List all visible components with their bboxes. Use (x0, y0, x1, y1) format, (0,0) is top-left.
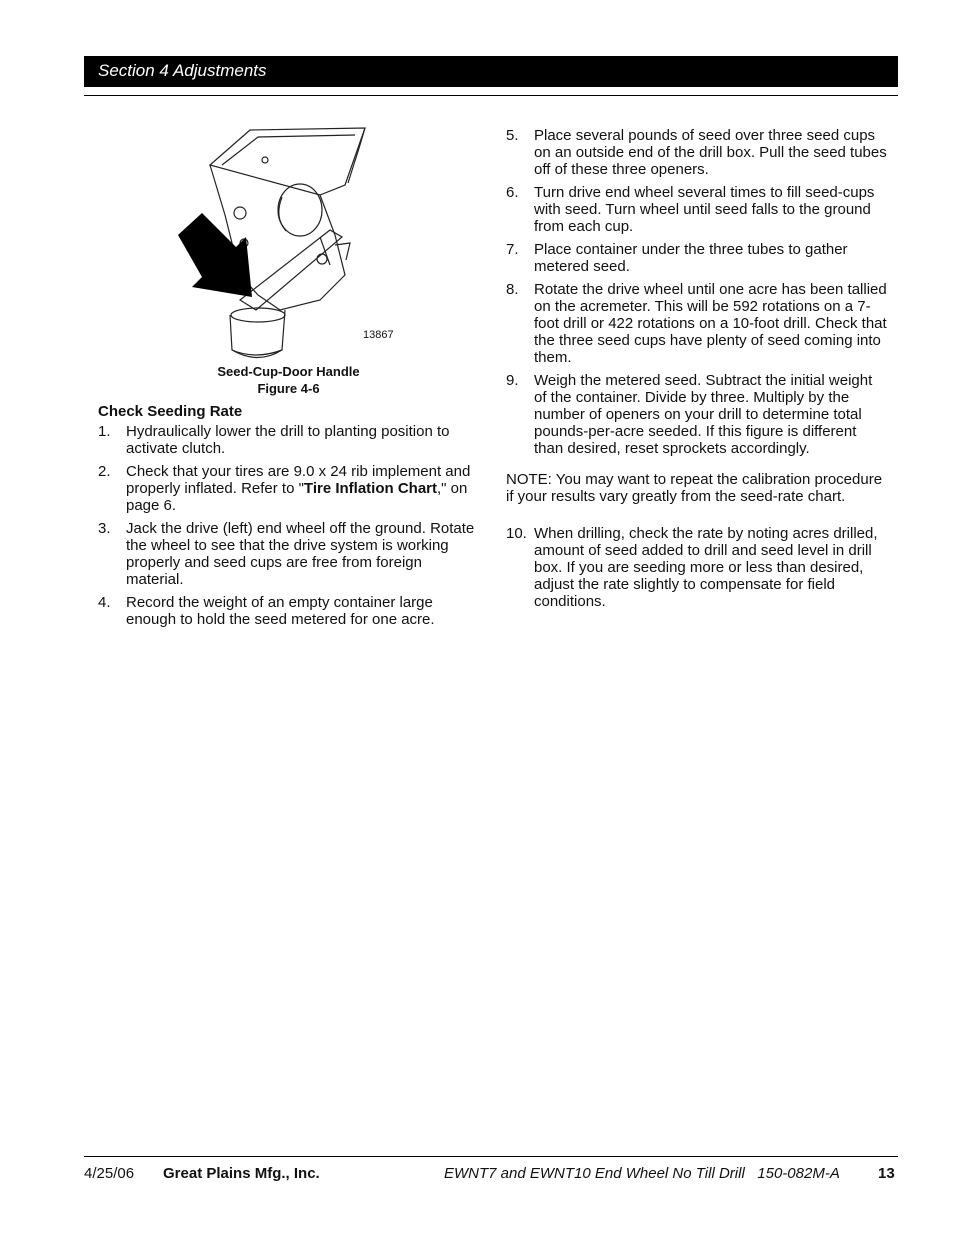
note-paragraph: NOTE: You may want to repeat the calibration procedure if your results vary greatly from the seed-rate chart. (506, 471, 883, 505)
list-item (506, 241, 888, 275)
footer-company: Great Plains Mfg., Inc. (163, 1165, 320, 1182)
item-number: 7. (506, 241, 519, 258)
list-item (98, 594, 480, 628)
item-text: Hydraulically lower the drill to planting position to activate clutch. (126, 423, 450, 457)
item-number: 3. (98, 520, 111, 537)
item-text: Jack the drive (left) end wheel off the ground. Rotate the wheel to see that the drive system is working properly and seed cups are free from foreign material. (126, 520, 475, 588)
item-text-after: ," on page 6. (126, 480, 468, 514)
item-number: 9. (506, 372, 519, 389)
item-number: 2. (98, 463, 111, 480)
item-number: 6. (506, 184, 519, 201)
left-column (98, 403, 480, 634)
section-heading: Check Seeding Rate (98, 403, 243, 420)
header-divider (84, 95, 898, 96)
item-text: Record the weight of an empty container large enough to hold the seed metered for one acre. (126, 594, 435, 628)
item-text (126, 463, 470, 514)
list-item (98, 463, 480, 514)
list-item (506, 281, 888, 366)
figure-caption-number: Figure 4-6 (257, 381, 320, 396)
section-title: Section 4 Adjustments (98, 61, 267, 80)
item-text: Place several pounds of seed over three seed cups on an outside end of the drill box. Pull the seed tubes off of these three openers. (534, 127, 887, 178)
page-number: 13 (878, 1165, 895, 1182)
item-number: 1. (98, 423, 111, 440)
footer-divider (84, 1156, 898, 1157)
list-item (506, 127, 888, 178)
section-header-bar (84, 56, 898, 87)
item-number: 8. (506, 281, 519, 298)
item-text: Weigh the metered seed. Subtract the initial weight of the container. Divide by three. Multiply by the number of openers on your drill to determine total pounds-per-acre seeded. If this figure is different than desired, reset sprockets accordingly. (534, 372, 873, 457)
item-text: Rotate the drive wheel until one acre has been tallied on the acremeter. This will be 592 rotations on a 7-foot drill or 422 rotations on a 10-foot drill. Check that the three seed cups have plenty of seed coming into them. (534, 281, 887, 366)
list-item (98, 423, 480, 457)
pointer-arrow-icon (178, 213, 252, 297)
seed-cup-door-illustration (170, 125, 410, 360)
item-text: When drilling, check the rate by noting acres drilled, amount of seed added to drill and seed level in drill box. If you are seeding more or less than desired, adjust the rate slightly to compensate for field conditions. (534, 525, 878, 610)
list-item (506, 525, 888, 610)
item-number: 10. (506, 525, 527, 542)
list-item (506, 184, 888, 235)
item-text: Turn drive end wheel several times to fill seed-cups with seed. Turn wheel until seed falls to the ground from each cup. (534, 184, 875, 235)
list-item (506, 372, 888, 457)
list-item (98, 520, 480, 588)
item-number: 5. (506, 127, 519, 144)
right-column (506, 127, 888, 616)
item-number: 4. (98, 594, 111, 611)
footer-document-title: EWNT7 and EWNT10 End Wheel No Till Drill 150-082M-A (444, 1165, 840, 1182)
item-text: Place container under the three tubes to gather metered seed. (534, 241, 848, 275)
item-text-before: Check that your tires are 9.0 x 24 rib implement and properly inflated. Refer to " (126, 463, 471, 497)
figure-caption-title: Seed-Cup-Door Handle (217, 364, 360, 379)
cross-reference-link[interactable]: Tire Inflation Chart (303, 480, 437, 497)
footer-date: 4/25/06 (84, 1165, 135, 1182)
figure-image-number: 13867 (363, 329, 394, 341)
